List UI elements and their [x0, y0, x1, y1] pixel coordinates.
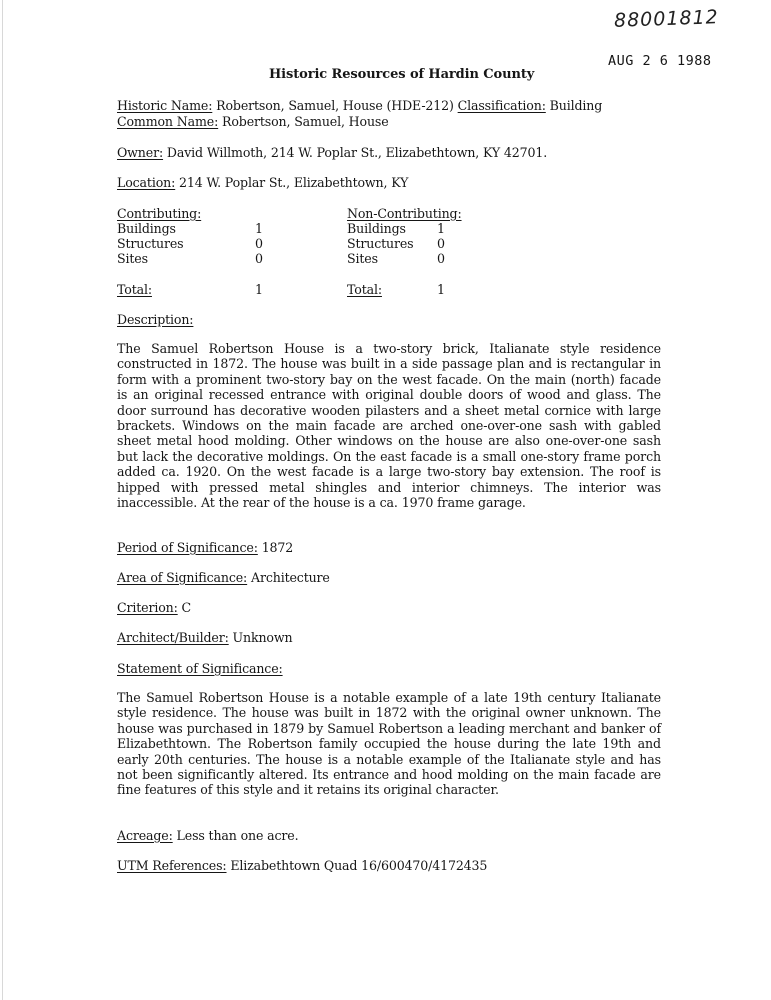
contributing-structures-count: 0: [255, 236, 263, 251]
historic-name-value: Robertson, Samuel, House (HDE-212): [216, 98, 454, 113]
owner-line: [117, 145, 547, 160]
non-contributing-structures-label: Structures: [347, 236, 414, 251]
architect-value: Unknown: [232, 630, 293, 645]
non-contributing-structures-count: 0: [437, 236, 445, 251]
architect-line: [117, 630, 292, 645]
period-value: 1872: [261, 540, 294, 555]
criterion-line: [117, 600, 191, 615]
statement-text: The Samuel Robertson House is a notable example of a late 19th century Italianate style residence. The house was built in 1872 with the original owner unknown. The house was purchased in 1879 by Samuel Robertson a leading merchant and banker of Elizabethtown. The Robertson family occupied the house during the late 19th and early 20th centuries. The house is a notable example of the Italianate style and has not been significantly altered. Its entrance and hood molding on the main facade are fine features of this style and it retains its original character.: [117, 690, 661, 798]
period-label: Period of Significance:: [117, 540, 258, 555]
owner-label: Owner:: [117, 145, 164, 160]
area-line: [117, 570, 330, 585]
utm-line: [117, 858, 487, 873]
contributing-structures-label: Structures: [117, 236, 184, 251]
non-contributing-sites-label: Sites: [347, 251, 378, 266]
non-contributing-total-label: Total:: [347, 282, 382, 297]
owner-value: David Willmoth, 214 W. Poplar St., Elizabethtown, KY 42701.: [166, 145, 548, 160]
utm-value: Elizabethtown Quad 16/600470/4172435: [230, 858, 488, 873]
contributing-buildings-label: Buildings: [117, 221, 176, 236]
statement-label: Statement of Significance:: [117, 661, 283, 676]
non-contributing-total-value: 1: [437, 282, 445, 297]
contributing-sites-count: 0: [255, 251, 263, 266]
scan-edge: [2, 0, 3, 1000]
contributing-sites-label: Sites: [117, 251, 148, 266]
location-line: [117, 175, 408, 190]
non-contributing-buildings-label: Buildings: [347, 221, 406, 236]
criterion-value: C: [181, 600, 192, 615]
location-label: Location:: [117, 175, 176, 190]
common-name-label: Common Name:: [117, 114, 219, 129]
historic-name-label: Historic Name:: [117, 98, 213, 113]
description-label: Description:: [117, 312, 194, 327]
contributing-buildings-count: 1: [255, 221, 263, 236]
area-label: Area of Significance:: [117, 570, 248, 585]
classification-value: Building: [549, 98, 603, 113]
criterion-label: Criterion:: [117, 600, 178, 615]
contributing-heading: Contributing:: [117, 206, 202, 221]
period-line: [117, 540, 293, 555]
area-value: Architecture: [251, 570, 330, 585]
historic-name-line: [117, 98, 602, 113]
common-name-line: [117, 114, 389, 129]
non-contributing-sites-count: 0: [437, 251, 445, 266]
date-stamp: AUG 2 6 1988: [608, 53, 712, 69]
common-name-value: Robertson, Samuel, House: [222, 114, 389, 129]
non-contributing-buildings-count: 1: [437, 221, 445, 236]
location-value: 214 W. Poplar St., Elizabethtown, KY: [179, 175, 409, 190]
document-title: Historic Resources of Hardin County: [269, 67, 535, 82]
architect-label: Architect/Builder:: [117, 630, 229, 645]
classification-label: Classification:: [457, 98, 546, 113]
handwritten-document-number: 88001812: [613, 6, 720, 32]
description-text: The Samuel Robertson House is a two-story brick, Italianate style residence constructed in 1872. The house was built in a side passage plan and is rectangular in form with a prominent two-story bay on the west facade. On the main (north) facade is an original recessed entrance with original double doors of wood and glass. The door surround has decorative wooden pilasters and a sheet metal cornice with large brackets. Windows on the main facade are arched one-over-one sash with gabled sheet metal hood molding. Other windows on the house are also one-over-one sash but lack the decorative moldings. On the east facade is a small one-story frame porch added ca. 1920. On the west facade is a large two-story bay extension. The roof is hipped with pressed metal shingles and interior chimneys. The interior was inaccessible. At the rear of the house is a ca. 1970 frame garage.: [117, 341, 661, 511]
non-contributing-heading: Non-Contributing:: [347, 206, 462, 221]
acreage-label: Acreage:: [117, 828, 173, 843]
contributing-total-label: Total:: [117, 282, 152, 297]
acreage-value: Less than one acre.: [176, 828, 299, 843]
contributing-total-value: 1: [255, 282, 263, 297]
acreage-line: [117, 828, 298, 843]
utm-label: UTM References:: [117, 858, 227, 873]
